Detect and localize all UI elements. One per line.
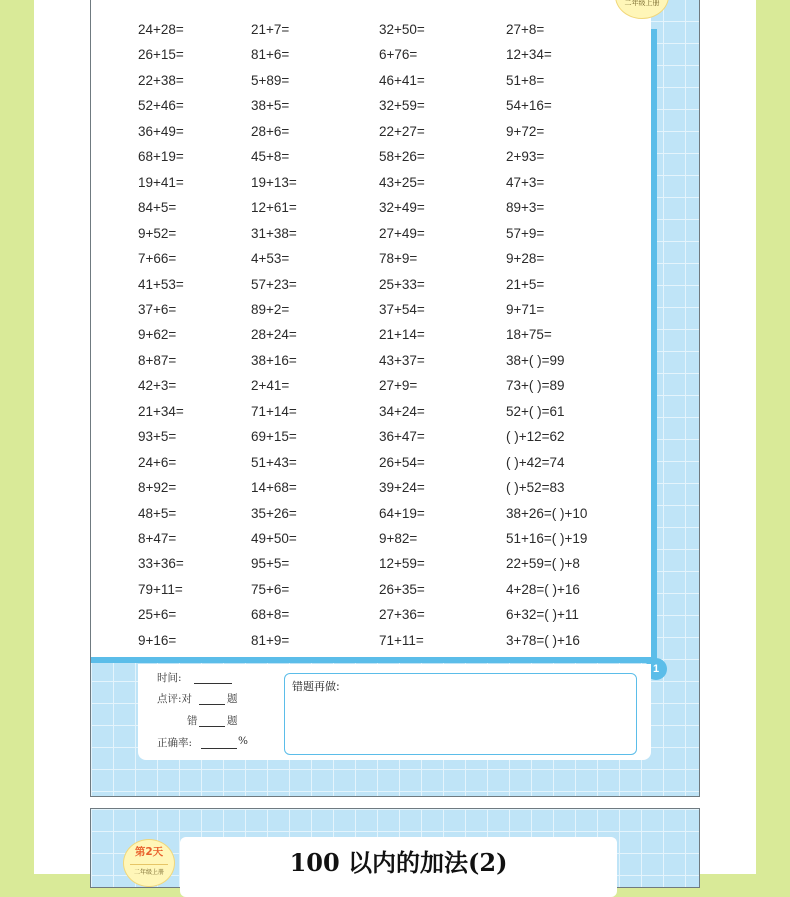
- problem-item: 33+36=: [138, 556, 184, 572]
- problem-item: 28+6=: [251, 123, 290, 139]
- comment-label: 点评:对: [157, 693, 193, 705]
- problem-item: 8+87=: [138, 352, 177, 368]
- time-label: 时间:: [157, 672, 182, 684]
- grade-badge-label: 二年级上册: [624, 0, 660, 7]
- page-number: 1: [645, 658, 667, 680]
- problem-item: 7+66=: [138, 251, 177, 267]
- problem-item: 24+6=: [138, 454, 177, 470]
- problem-item: ( )+12=62: [506, 429, 565, 445]
- grade-label: 二年级上册: [130, 864, 168, 876]
- problem-item: 38+26=( )+10: [506, 505, 588, 521]
- problem-item: 9+16=: [138, 632, 177, 648]
- problem-item: 21+34=: [138, 403, 184, 419]
- problem-item: 36+49=: [138, 123, 184, 139]
- problem-item: 31+38=: [251, 225, 297, 241]
- problem-item: 58+26=: [379, 149, 425, 165]
- problem-item: 22+38=: [138, 72, 184, 88]
- problem-item: 9+82=: [379, 531, 418, 546]
- problem-item: 78+9=: [379, 251, 418, 267]
- problem-item: 73+( )=89: [506, 378, 565, 394]
- problem-item: 37+6=: [138, 301, 177, 317]
- problem-item: 21+7=: [251, 22, 290, 37]
- problem-item: 48+5=: [138, 505, 177, 521]
- problem-item: 79+11=: [138, 581, 183, 597]
- problem-item: 22+59=( )+8: [506, 556, 580, 572]
- problem-item: 64+19=: [379, 505, 425, 521]
- worksheet-page-1: [90, 0, 700, 797]
- wrong-label: 错: [187, 715, 198, 727]
- sheet-border-right: [651, 29, 657, 663]
- problem-item: 2+93=: [506, 149, 545, 165]
- question-word: 题: [227, 693, 238, 705]
- problem-item: 21+14=: [379, 327, 425, 343]
- correct-count-blank[interactable]: [199, 704, 225, 705]
- problem-item: 27+36=: [379, 607, 425, 623]
- problem-item: 38+5=: [251, 98, 290, 114]
- problem-item: 52+( )=61: [506, 403, 565, 419]
- problem-item: 71+14=: [251, 403, 297, 419]
- problem-item: 51+8=: [506, 72, 545, 88]
- time-blank[interactable]: [194, 683, 232, 684]
- problem-item: 9+62=: [138, 327, 177, 343]
- problem-item: 84+5=: [138, 200, 177, 216]
- redo-label: 错题再做:: [292, 680, 340, 693]
- problem-item: 19+41=: [138, 174, 184, 190]
- problem-item: 8+92=: [138, 480, 177, 496]
- problem-item: 34+24=: [379, 403, 425, 419]
- problem-item: 6+76=: [379, 47, 418, 63]
- problem-item: 9+71=: [506, 301, 545, 317]
- worksheet-page-2: [90, 808, 700, 888]
- percent-sign: %: [238, 735, 248, 747]
- problem-item: 89+3=: [506, 200, 545, 216]
- problem-item: 18+75=: [506, 327, 552, 343]
- problem-item: 69+15=: [251, 429, 297, 445]
- problem-item: 39+24=: [379, 480, 425, 496]
- problem-item: 14+68=: [251, 480, 297, 496]
- problem-item: 28+24=: [251, 327, 297, 343]
- problem-item: 4+53=: [251, 251, 290, 267]
- problem-item: 19+13=: [251, 174, 297, 190]
- problem-item: 75+6=: [251, 581, 290, 597]
- problem-item: 12+34=: [506, 47, 552, 63]
- problem-item: 12+61=: [251, 200, 297, 216]
- problem-item: 93+5=: [138, 429, 177, 445]
- problem-item: 25+33=: [379, 276, 425, 292]
- problem-item: 2+41=: [251, 378, 290, 394]
- title-box: [180, 837, 617, 897]
- problem-item: 81+6=: [251, 47, 290, 63]
- problem-item: 43+25=: [379, 174, 425, 190]
- problem-item: 46+41=: [379, 72, 425, 88]
- accuracy-blank[interactable]: [201, 748, 237, 749]
- problem-item: 26+35=: [379, 581, 425, 597]
- problem-item: 12+59=: [379, 556, 425, 572]
- page-title: 100 以内的加法(2): [289, 848, 508, 877]
- problem-item: 35+26=: [251, 505, 297, 521]
- problem-item: 25+6=: [138, 607, 177, 623]
- problem-item: 24+28=: [138, 22, 184, 37]
- problem-item: 9+52=: [138, 225, 177, 241]
- problem-item: 89+2=: [251, 301, 290, 317]
- problem-item: 27+49=: [379, 225, 425, 241]
- problem-item: 52+46=: [138, 98, 184, 114]
- redo-box[interactable]: [284, 673, 637, 755]
- problem-item: 32+50=: [379, 22, 425, 37]
- problem-item: 41+53=: [138, 276, 184, 292]
- sheet-border-bottom: [91, 657, 657, 663]
- day-badge: [123, 839, 175, 887]
- problem-item: 9+28=: [506, 251, 545, 267]
- problem-item: 68+8=: [251, 607, 290, 623]
- question-word: 题: [227, 715, 238, 727]
- problem-item: 95+5=: [251, 556, 290, 572]
- problem-item: 68+19=: [138, 149, 184, 165]
- problem-item: 22+27=: [379, 123, 425, 139]
- problem-item: 27+9=: [379, 378, 418, 394]
- problem-item: 4+28=( )+16: [506, 581, 580, 597]
- problem-item: 21+5=: [506, 276, 545, 292]
- problem-item: 42+3=: [138, 378, 177, 394]
- problem-item: ( )+42=74: [506, 454, 565, 470]
- problem-item: 81+9=: [251, 632, 290, 648]
- problem-item: 27+8=: [506, 22, 545, 37]
- problem-item: 38+16=: [251, 352, 297, 368]
- problem-item: 37+54=: [379, 301, 425, 317]
- problem-item: 45+8=: [251, 149, 290, 165]
- problem-item: 38+( )=99: [506, 352, 565, 368]
- problem-item: 26+15=: [138, 47, 184, 63]
- problem-item: 32+59=: [379, 98, 425, 114]
- problem-item: 6+32=( )+11: [506, 607, 579, 623]
- day-label: 第2天: [134, 846, 164, 858]
- problem-item: 26+54=: [379, 454, 425, 470]
- problem-item: 32+49=: [379, 200, 425, 216]
- problem-item: 57+9=: [506, 225, 545, 241]
- problem-item: 51+43=: [251, 454, 297, 470]
- problem-item: 49+50=: [251, 531, 297, 546]
- problem-item: 36+47=: [379, 429, 425, 445]
- problem-item: 3+78=( )+16: [506, 632, 580, 648]
- problem-item: 71+11=: [379, 632, 424, 648]
- problem-item: 51+16=( )+19: [506, 531, 588, 546]
- problem-item: ( )+52=83: [506, 480, 565, 496]
- problem-item: 9+72=: [506, 123, 545, 139]
- problem-item: 43+37=: [379, 352, 425, 368]
- problem-item: 5+89=: [251, 72, 290, 88]
- wrong-count-blank[interactable]: [199, 726, 225, 727]
- problem-item: 8+47=: [138, 531, 177, 546]
- problem-item: 54+16=: [506, 98, 552, 114]
- accuracy-label: 正确率:: [157, 737, 193, 749]
- problem-item: 47+3=: [506, 174, 545, 190]
- problem-item: 57+23=: [251, 276, 297, 292]
